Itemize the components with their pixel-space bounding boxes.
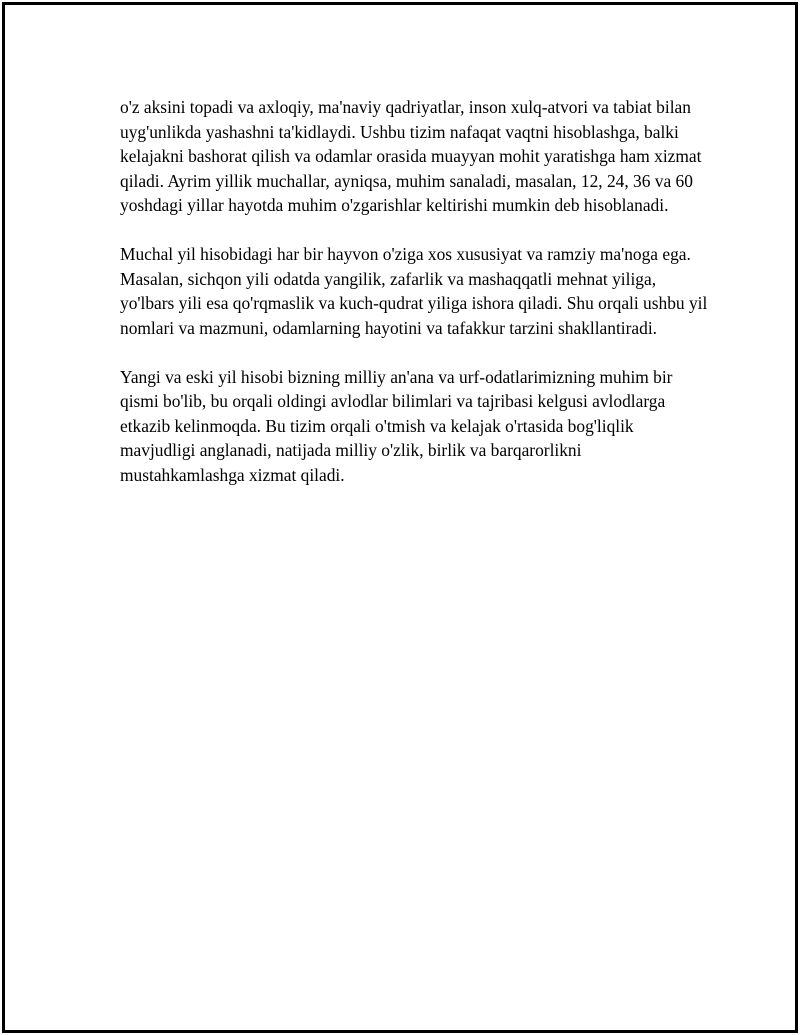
paragraph-3: Yangi va eski yil hisobi bizning milliy an'ana va urf-odatlarimizning muhim bir qismi bo'lib, bu orqali oldingi avlodlar bilimlari va tajribasi kelgusi avlodlarga etkazib kelinmoqda. Bu tizim orqali o'tmish va kelajak o'rtasida bog'liqlik mavjudligi anglanadi, natijada milliy o'zlik, birlik va barqarorlikni mustahkamlashga xizmat qiladi. [120,366,673,485]
document-body [120,95,710,512]
document-page [2,2,798,1033]
paragraph-1: o'z aksini topadi va axloqiy, ma'naviy qadriyatlar, inson xulq-atvori va tabiat bilan uyg'unlikda yashashni ta'kidlaydi. Ushbu tizim nafaqat vaqtni hisoblashga, balki kelajakni bashorat qilish va odamlar orasida muayyan mohit yaratishga ham xizmat qiladi. Ayrim yillik muchallar, ayniqsa, muhim sanaladi, masalan, 12, 24, 36 va 60 yoshdagi yillar hayotda muhim o'zgarishlar keltirishi mumkin deb hisoblanadi. [120,97,702,215]
paragraph-2: Muchal yil hisobidagi har bir hayvon o'ziga xos xususiyat va ramziy ma'noga ega. Masalan, sichqon yili odatda yangilik, zafarlik va mashaqqatli mehnat yiliga, yo'lbars yili esa qo'rqmaslik va kuch-qudrat yiliga ishora qiladi. Shu orqali ushbu yil nomlari va mazmuni, odamlarning hayotini va tafakkur tarzini shakllantiradi. [120,244,708,338]
